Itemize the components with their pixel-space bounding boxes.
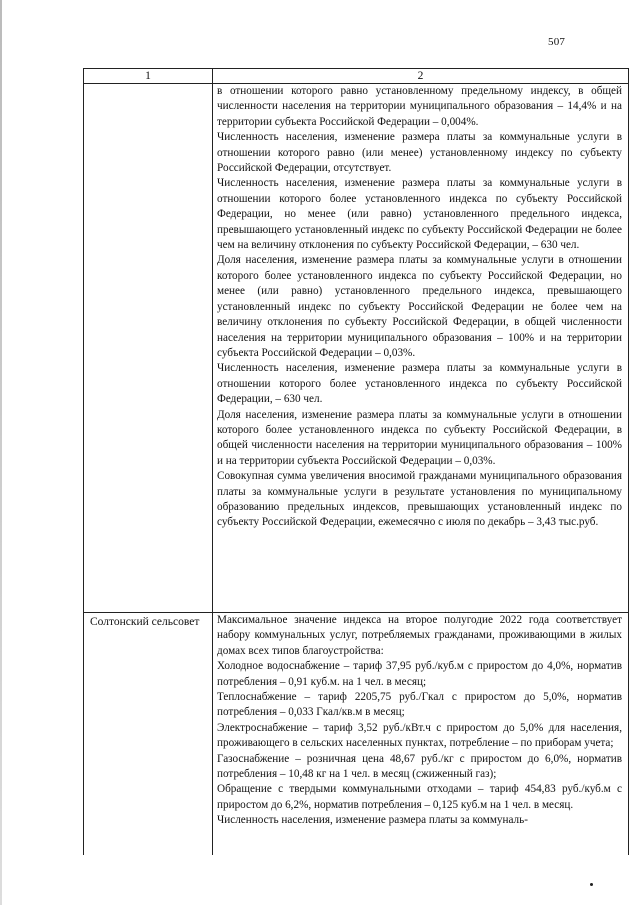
- column-header-2: 2: [213, 69, 629, 84]
- row-municipality-cell: Солтонский сельсовет: [84, 613, 213, 856]
- paragraph: Численность населения, изменение размера платы за коммунальные услуги в отношении которого более установленного индекса по субъекту Российской Федерации, – 630 чел.: [217, 362, 622, 406]
- paragraph: Холодное водоснабжение – тариф 37,95 руб./куб.м с приростом до 4,0%, норматив потребления – 0,91 куб.м. на 1 чел. в месяц;: [217, 660, 622, 688]
- table-row: [84, 613, 629, 856]
- scan-speck: [590, 883, 593, 886]
- scan-margin-shadow: [0, 0, 2, 905]
- paragraph: Электроснабжение – тариф 3,52 руб./кВт.ч с приростом до 5,0% для населения, проживающего в сельских населенных пунктах, потребление – по приборам учета;: [217, 721, 622, 750]
- paragraph: Доля населения, изменение размера платы за коммунальные услуги в отношении которого более установленного индекса по субъекту Российской Федерации, но менее (или равно) установленного предельного индекса, превышающего установленный индекс по субъекту Российской Федерации не более чем на величину отклонения по субъекту Российской Федерации, в общей численности населения на территории муниципального образования – 100% и на территории субъекта Российской Федерации – 0,03%.: [217, 254, 622, 359]
- row-description-cell: [213, 84, 629, 613]
- paragraph: Совокупная сумма увеличения вносимой гражданами муниципального образования платы за коммунальные услуги в результате установления по муниципальному образованию предельных индексов, превышающих установленный индекс по субъекту Российской Федерации, ежемесячно с июля по декабрь – 3,43 тыс.руб.: [217, 470, 622, 529]
- paragraph: Обращение с твердыми коммунальными отходами – тариф 454,83 руб./куб.м с приростом до 6,2%, норматив потребления – 0,125 куб.м на 1 чел. в месяц.: [217, 783, 622, 811]
- paragraph: Численность населения, изменение размера платы за коммунальные услуги в отношении которого более установленного индекса по субъекту Российской Федерации, но менее (или равно) установленного предельного индекса, превышающего установленный индекс по субъекту Российской Федерации не более чем на величину отклонения по субъекту Российской Федерации, – 630 чел.: [217, 177, 622, 252]
- row-description-cell: [213, 613, 629, 856]
- page-number: 507: [548, 36, 566, 48]
- column-header-1: 1: [84, 69, 213, 84]
- table-header-row: [84, 69, 629, 84]
- paragraph: Теплоснабжение – тариф 2205,75 руб./Гкал с приростом до 5,0%, норматив потребления – 0,033 Гкал/кв.м в месяц;: [217, 691, 622, 719]
- table-row: [84, 84, 629, 613]
- paragraph: в отношении которого равно установленному предельному индексу, в общей численности населения на территории муниципального образования – 14,4% и на территории субъекта Российской Федерации – 0,004%.: [217, 85, 622, 128]
- paragraph: Доля населения, изменение размера платы за коммунальные услуги в отношении которого более установленного индекса по субъекту Российской Федерации, в общей численности населения на территории муниципального образования – 100% и на территории субъекта Российской Федерации – 0,03%.: [217, 408, 622, 467]
- row-municipality-cell: [84, 84, 213, 613]
- paragraph: Максимальное значение индекса на второе полугодие 2022 года соответствует набору коммунальных услуг, потребляемых гражданами, проживающими в жилых домах всех типов благоустройства:: [217, 614, 622, 657]
- paragraph: Численность населения, изменение размера платы за коммуналь-: [217, 814, 528, 827]
- document-table: [83, 68, 629, 855]
- paragraph: Численность населения, изменение размера платы за коммунальные услуги в отношении которого равно (или менее) установленному индексу по субъекту Российской Федерации, отсутствует.: [217, 131, 622, 175]
- paragraph: Газоснабжение – розничная цена 48,67 руб./кг с приростом до 6,0%, норматив потребления – 10,48 кг на 1 чел. в месяц (сжиженный газ);: [217, 752, 622, 781]
